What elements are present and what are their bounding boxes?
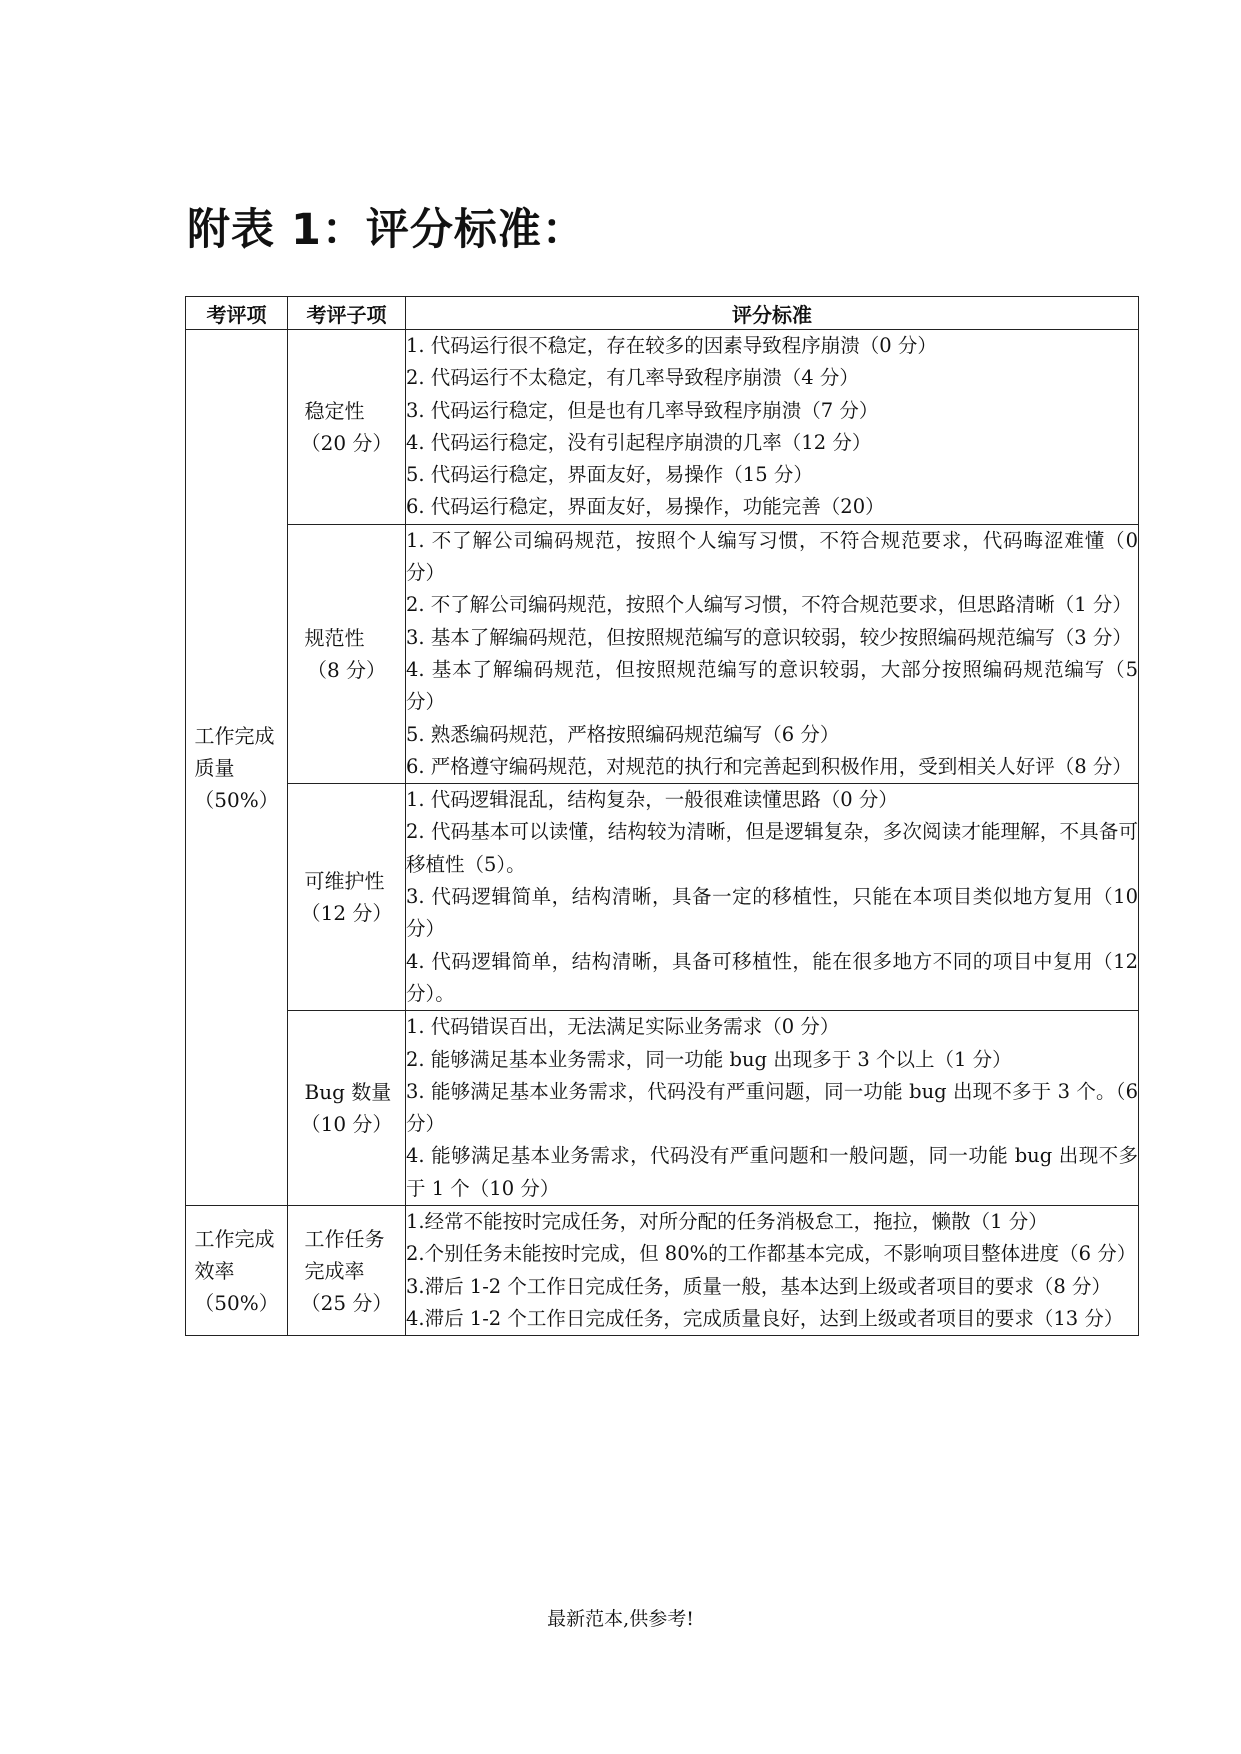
criteria-item: 1. 代码错误百出，无法满足实际业务需求（0 分） [406,1015,840,1039]
category-quality [186,330,288,1206]
criteria-item: 2.个别任务未能按时完成，但 80%的工作都基本完成，不影响项目整体进度（6 分） [406,1242,1137,1266]
criteria-item: 1. 不了解公司编码规范，按照个人编写习惯，不符合规范要求，代码晦涩难懂（0 分） [406,528,1138,585]
subitem-label: 工作任务完成率 [304,1226,385,1283]
table-header-row [186,297,1139,330]
table-row [186,330,1139,525]
header-criteria: 评分标准 [406,297,1139,330]
criteria-maintainability [406,784,1139,1011]
header-category: 考评项 [186,297,288,330]
criteria-item: 2. 代码基本可以读懂，结构较为清晰，但是逻辑复杂，多次阅读才能理解，不具备可移植性（5）。 [406,820,1138,876]
subitem-bug-count [288,1011,406,1206]
table-row [186,784,1139,1011]
subitem-label: 稳定性 [304,398,365,423]
scoring-criteria-table [185,296,1139,1336]
category-label: 工作完成质量 [194,723,275,780]
criteria-item: 3.滞后 1-2 个工作日完成任务，质量一般，基本达到上级或者项目的要求（8 分） [406,1274,1112,1298]
criteria-item: 3. 代码运行稳定，但是也有几率导致程序崩溃（7 分） [406,398,879,422]
page-title: 附表 1：评分标准： [187,205,586,255]
subitem-score: （8 分） [306,657,387,682]
category-weight: （50%） [194,1290,279,1315]
category-efficiency [186,1206,288,1336]
criteria-task-completion [406,1206,1139,1336]
criteria-item: 4. 代码运行稳定，没有引起程序崩溃的几率（12 分） [406,430,872,454]
criteria-item: 3. 代码逻辑简单，结构清晰，具备一定的移植性，只能在本项目类似地方复用（10 分） [406,885,1138,941]
table-row [186,1011,1139,1206]
criteria-stability [406,330,1139,525]
criteria-bug-count [406,1011,1139,1206]
category-label: 工作完成效率 [194,1226,275,1283]
criteria-item: 6. 严格遵守编码规范，对规范的执行和完善起到积极作用，受到相关人好评（8 分） [406,754,1132,778]
criteria-item: 4. 能够满足基本业务需求，代码没有严重问题和一般问题，同一功能 bug 出现不多于 1 个（10 分） [406,1144,1138,1200]
criteria-standardization [406,524,1139,783]
subitem-label: 可维护性 [304,869,385,894]
criteria-item: 5. 熟悉编码规范，严格按照编码规范编写（6 分） [406,722,840,746]
criteria-item: 3. 基本了解编码规范，但按照规范编写的意识较弱，较少按照编码规范编写（3 分） [406,625,1132,649]
table-row [186,524,1139,783]
criteria-item: 4. 基本了解编码规范，但按照规范编写的意识较弱，大部分按照编码规范编写（5 分） [406,657,1138,714]
header-subitem: 考评子项 [288,297,406,330]
criteria-item: 2. 代码运行不太稳定，有几率导致程序崩溃（4 分） [406,366,859,390]
subitem-score: （20 分） [300,430,393,455]
table-row [186,1206,1139,1336]
subitem-label: Bug 数量 [304,1080,392,1105]
subitem-standardization [288,524,406,783]
subitem-score: （12 分） [300,901,393,926]
subitem-score: （25 分） [300,1290,393,1315]
criteria-item: 6. 代码运行稳定，界面友好，易操作，功能完善（20） [406,495,885,519]
category-weight: （50%） [194,787,279,812]
criteria-item: 4.滞后 1-2 个工作日完成任务，完成质量良好，达到上级或者项目的要求（13 分） [406,1306,1124,1330]
subitem-stability [288,330,406,525]
subitem-maintainability [288,784,406,1011]
criteria-item: 1. 代码逻辑混乱，结构复杂，一般很难读懂思路（0 分） [406,788,898,812]
criteria-item: 5. 代码运行稳定，界面友好，易操作（15 分） [406,463,813,487]
criteria-item: 2. 能够满足基本业务需求，同一功能 bug 出现多于 3 个以上（1 分） [406,1047,1012,1071]
page-footer: 最新范本,供参考! [547,1608,694,1630]
criteria-item: 4. 代码逻辑简单，结构清晰，具备可移植性，能在很多地方不同的项目中复用（12 分）。 [406,949,1138,1005]
criteria-item: 1.经常不能按时完成任务，对所分配的任务消极怠工，拖拉，懒散（1 分） [406,1210,1048,1234]
subitem-score: （10 分） [300,1112,393,1137]
criteria-item: 2. 不了解公司编码规范，按照个人编写习惯，不符合规范要求，但思路清晰（1 分） [406,593,1132,617]
criteria-item: 3. 能够满足基本业务需求，代码没有严重问题，同一功能 bug 出现不多于 3 个。（6 分） [406,1079,1138,1136]
criteria-item: 1. 代码运行很不稳定，存在较多的因素导致程序崩溃（0 分） [406,334,937,357]
subitem-task-completion [288,1206,406,1336]
subitem-label: 规范性 [304,625,365,650]
